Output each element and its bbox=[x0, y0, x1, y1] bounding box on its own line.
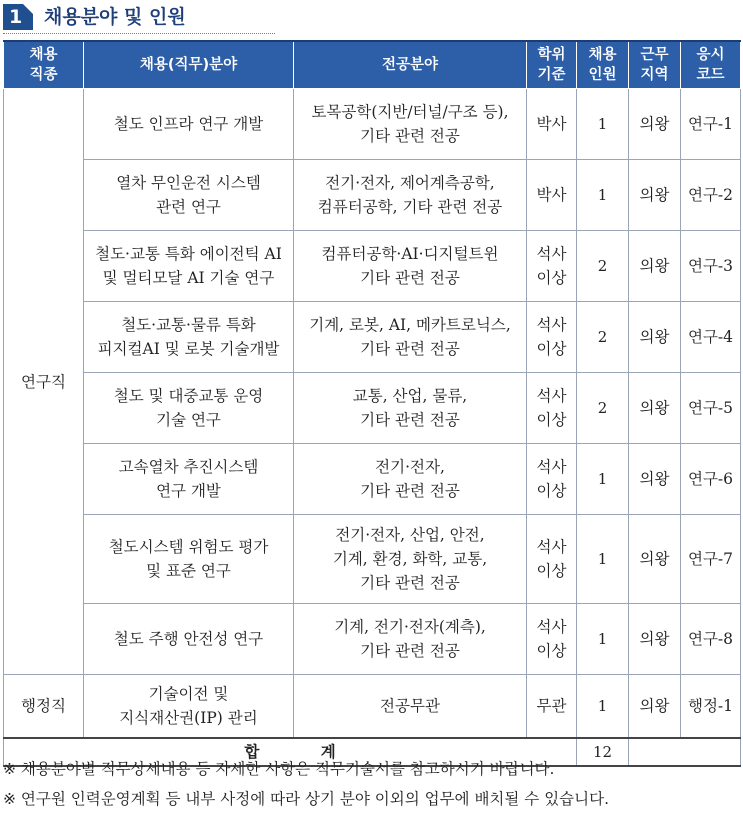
field-cell: 철도·교통·물류 특화 피지컬AI 및 로봇 기술개발 bbox=[84, 302, 294, 373]
field-cell: 철도시스템 위험도 평가 및 표준 연구 bbox=[84, 515, 294, 604]
field-cell: 철도·교통 특화 에이전틱 AI 및 멀티모달 AI 기술 연구 bbox=[84, 231, 294, 302]
code-cell: 연구-7 bbox=[681, 515, 741, 604]
table-row bbox=[4, 231, 741, 302]
count-cell: 2 bbox=[577, 231, 629, 302]
category-cell: 행정직 bbox=[4, 675, 84, 739]
region-cell: 의왕 bbox=[629, 675, 681, 739]
degree-cell: 석사 이상 bbox=[527, 604, 577, 675]
header-major: 전공분야 bbox=[294, 41, 527, 89]
total-count: 12 bbox=[577, 738, 629, 766]
region-cell: 의왕 bbox=[629, 373, 681, 444]
header-code: 응시 코드 bbox=[681, 41, 741, 89]
major-cell: 컴퓨터공학·AI·디지털트윈 기타 관련 전공 bbox=[294, 231, 527, 302]
field-cell: 철도 및 대중교통 운영 기술 연구 bbox=[84, 373, 294, 444]
field-cell: 철도 주행 안전성 연구 bbox=[84, 604, 294, 675]
count-cell: 1 bbox=[577, 160, 629, 231]
table-row bbox=[4, 675, 741, 739]
degree-cell: 석사 이상 bbox=[527, 444, 577, 515]
header-job-type: 채용 직종 bbox=[4, 41, 84, 89]
category-cell: 연구직 bbox=[4, 89, 84, 675]
code-cell: 연구-6 bbox=[681, 444, 741, 515]
major-cell: 기계, 전기·전자(계측), 기타 관련 전공 bbox=[294, 604, 527, 675]
degree-cell: 박사 bbox=[527, 160, 577, 231]
region-cell: 의왕 bbox=[629, 515, 681, 604]
field-cell: 고속열차 추진시스템 연구 개발 bbox=[84, 444, 294, 515]
count-cell: 1 bbox=[577, 604, 629, 675]
notes bbox=[3, 754, 743, 814]
field-cell: 철도 인프라 연구 개발 bbox=[84, 89, 294, 160]
code-cell: 행정-1 bbox=[681, 675, 741, 739]
section-number: 1 bbox=[3, 4, 33, 30]
header-count: 채용 인원 bbox=[577, 41, 629, 89]
major-cell: 교통, 산업, 물류, 기타 관련 전공 bbox=[294, 373, 527, 444]
region-cell: 의왕 bbox=[629, 604, 681, 675]
degree-cell: 박사 bbox=[527, 89, 577, 160]
table-header-row bbox=[4, 41, 741, 89]
count-cell: 2 bbox=[577, 373, 629, 444]
degree-cell: 석사 이상 bbox=[527, 231, 577, 302]
table-row bbox=[4, 373, 741, 444]
major-cell: 기계, 로봇, AI, 메카트로닉스, 기타 관련 전공 bbox=[294, 302, 527, 373]
code-cell: 연구-2 bbox=[681, 160, 741, 231]
degree-cell: 무관 bbox=[527, 675, 577, 739]
count-cell: 1 bbox=[577, 89, 629, 160]
section-underline bbox=[3, 33, 275, 34]
section-number-corner bbox=[23, 4, 33, 14]
code-cell: 연구-1 bbox=[681, 89, 741, 160]
degree-cell: 석사 이상 bbox=[527, 515, 577, 604]
table-row bbox=[4, 515, 741, 604]
field-cell: 열차 무인운전 시스템 관련 연구 bbox=[84, 160, 294, 231]
code-cell: 연구-4 bbox=[681, 302, 741, 373]
total-label: 합 계 bbox=[4, 738, 577, 766]
note-item: ※ 채용분야별 직무상세내용 등 자세한 사항은 직무기술서를 참고하시기 바랍니다. bbox=[3, 760, 555, 778]
region-cell: 의왕 bbox=[629, 231, 681, 302]
major-cell: 전공무관 bbox=[294, 675, 527, 739]
recruitment-table bbox=[3, 40, 741, 767]
section-header bbox=[0, 0, 275, 34]
table-row bbox=[4, 444, 741, 515]
table-row bbox=[4, 604, 741, 675]
count-cell: 2 bbox=[577, 302, 629, 373]
region-cell: 의왕 bbox=[629, 89, 681, 160]
field-cell: 기술이전 및 지식재산권(IP) 관리 bbox=[84, 675, 294, 739]
major-cell: 토목공학(지반/터널/구조 등), 기타 관련 전공 bbox=[294, 89, 527, 160]
region-cell: 의왕 bbox=[629, 160, 681, 231]
count-cell: 1 bbox=[577, 675, 629, 739]
count-cell: 1 bbox=[577, 444, 629, 515]
header-field: 채용(직무)분야 bbox=[84, 41, 294, 89]
table-row bbox=[4, 160, 741, 231]
header-degree: 학위 기준 bbox=[527, 41, 577, 89]
table-row bbox=[4, 89, 741, 160]
code-cell: 연구-8 bbox=[681, 604, 741, 675]
header-region: 근무 지역 bbox=[629, 41, 681, 89]
major-cell: 전기·전자, 기타 관련 전공 bbox=[294, 444, 527, 515]
degree-cell: 석사 이상 bbox=[527, 373, 577, 444]
degree-cell: 석사 이상 bbox=[527, 302, 577, 373]
section-title: 채용분야 및 인원 bbox=[44, 6, 186, 28]
count-cell: 1 bbox=[577, 515, 629, 604]
region-cell: 의왕 bbox=[629, 302, 681, 373]
table-row bbox=[4, 302, 741, 373]
code-cell: 연구-3 bbox=[681, 231, 741, 302]
code-cell: 연구-5 bbox=[681, 373, 741, 444]
note-item: ※ 연구원 인력운영계획 등 내부 사정에 따라 상기 분야 이외의 업무에 배치될 수 있습니다. bbox=[3, 790, 610, 808]
region-cell: 의왕 bbox=[629, 444, 681, 515]
major-cell: 전기·전자, 제어계측공학, 컴퓨터공학, 기타 관련 전공 bbox=[294, 160, 527, 231]
major-cell: 전기·전자, 산업, 안전, 기계, 환경, 화학, 교통, 기타 관련 전공 bbox=[294, 515, 527, 604]
